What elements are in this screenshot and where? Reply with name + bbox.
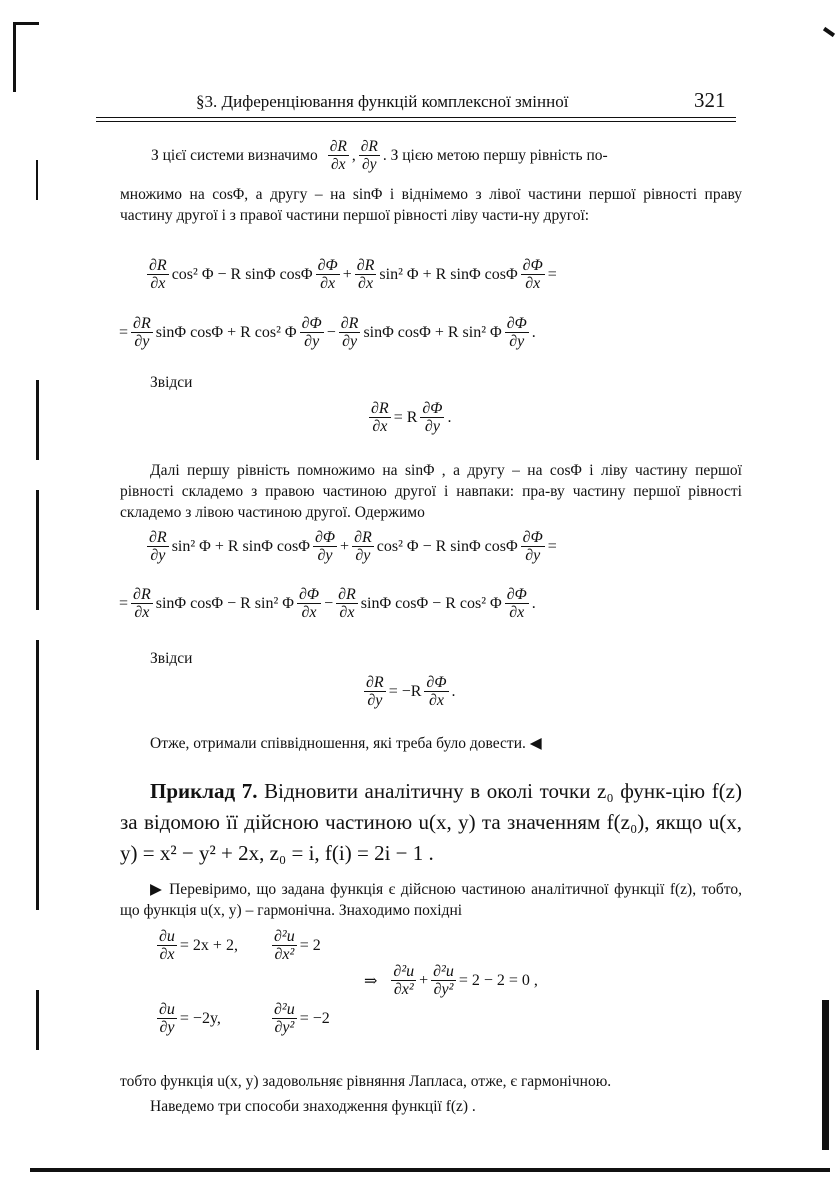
numerator: ∂Φ (314, 529, 336, 546)
numerator: ∂R (338, 586, 356, 603)
fraction (520, 257, 546, 292)
numerator: ∂R (366, 674, 384, 691)
value: = 2x + 2, (179, 936, 238, 954)
term: sin² Φ + R sinΦ cosΦ (379, 265, 518, 283)
operator: = (119, 594, 129, 612)
punctuation: . (447, 408, 452, 426)
punctuation: . (531, 594, 536, 612)
zvidsy-2: Звідси (150, 650, 193, 667)
fraction (351, 529, 375, 564)
numerator: ∂R (149, 529, 167, 546)
fraction (363, 674, 387, 709)
operator: = (547, 265, 557, 283)
operator: = (119, 323, 129, 341)
denominator: ∂y (362, 156, 377, 173)
scan-mark-right (822, 1000, 829, 1150)
term: sinΦ cosΦ + R cos² Φ (155, 323, 297, 341)
numerator: ∂Φ (506, 586, 527, 603)
denominator: ∂y (424, 418, 440, 435)
comma: , (351, 146, 356, 164)
denominator: ∂y (367, 692, 383, 709)
fraction (146, 529, 170, 564)
denominator: ∂y (159, 1019, 175, 1036)
fraction (430, 963, 457, 998)
fraction (299, 315, 325, 350)
value: = −2 (299, 1009, 330, 1027)
conclusion: Отже, отримали співвідношення, які треба було довести. ◀ (150, 735, 542, 752)
numerator: ∂R (133, 586, 151, 603)
fraction (358, 138, 381, 173)
numerator: ∂u (159, 928, 175, 945)
numerator: ∂R (329, 138, 347, 155)
fraction (296, 586, 322, 621)
numerator: ∂R (371, 400, 389, 417)
paragraph-2: Далі першу рівність помножимо на sinΦ , а другу – на cosΦ і ліву частину першої рівності складемо з правою частиною другої і навпаки: пра-ву частину першої рівності складемо з лівою частиною другої. Одержимо (120, 462, 742, 521)
numerator: ∂²u (433, 963, 454, 980)
term: = R (393, 408, 418, 426)
fraction (130, 586, 154, 621)
paragraph-1-start (150, 138, 609, 173)
term: cos² Φ − R sinΦ cosΦ (171, 265, 313, 283)
fraction (271, 1001, 298, 1036)
header-rule (96, 117, 736, 118)
equation-2 (118, 315, 537, 350)
equation-1 (145, 257, 558, 292)
denominator: ∂x (331, 156, 346, 173)
fraction (390, 963, 417, 998)
denominator: ∂y (317, 547, 333, 564)
derivative-uy (155, 1001, 222, 1036)
equation-4 (118, 586, 537, 621)
scan-mark-left (36, 640, 39, 910)
page-number: 321 (694, 88, 726, 112)
operator: − (326, 323, 336, 341)
numerator: ∂Φ (298, 586, 320, 603)
value: = 2 (299, 936, 321, 954)
text: З цієї системи визначимо (151, 146, 318, 164)
fraction (419, 400, 445, 435)
denominator: ∂y (134, 333, 150, 350)
numerator: ∂u (159, 1001, 175, 1018)
scan-mark-left (36, 990, 39, 1050)
numerator: ∂²u (393, 963, 415, 980)
fraction (271, 928, 298, 963)
numerator: ∂Φ (317, 257, 338, 274)
fraction (423, 674, 449, 709)
denominator: ∂y (509, 333, 525, 350)
check-paragraph: ▶ Перевіримо, що задана функція є дійсною частиною аналітичної функції f(z), тобто, що функція u(x, y) – гармонічна. Знаходимо похідні (120, 881, 742, 919)
example-label: Приклад 7. (150, 779, 258, 803)
running-header: §3. Диференціювання функцій комплексної змінної (196, 92, 569, 111)
zvidsy-1: Звідси (150, 374, 193, 391)
header-rule (96, 121, 736, 122)
denominator: ∂y (304, 333, 320, 350)
denominator: ∂x (134, 604, 150, 621)
punctuation: . (451, 682, 456, 700)
numerator: ∂Φ (506, 315, 527, 332)
numerator: ∂R (133, 315, 151, 332)
denominator: ∂x (301, 604, 317, 621)
operator: + (419, 971, 429, 989)
denominator: ∂x (358, 275, 374, 292)
fraction (504, 586, 530, 621)
denominator: ∂x (159, 946, 175, 963)
operator: = (547, 537, 557, 555)
term: sin² Φ + R sinΦ cosΦ (171, 537, 310, 555)
implies-arrow: ⇒ (364, 972, 378, 990)
result-2 (362, 674, 457, 709)
numerator: ∂Φ (422, 400, 443, 417)
three-ways-paragraph: Наведемо три способи знаходження функції f(z) . (150, 1098, 476, 1115)
result-1 (367, 400, 452, 435)
scan-mark-left (36, 160, 38, 200)
fraction (520, 529, 546, 564)
denominator: ∂y² (433, 981, 454, 998)
fraction (315, 257, 341, 292)
fraction (146, 257, 170, 292)
denominator: ∂x² (274, 946, 295, 963)
numerator: ∂R (354, 529, 372, 546)
term: sinΦ cosΦ − R sin² Φ (155, 594, 294, 612)
denominator: ∂x (372, 418, 388, 435)
fraction (368, 400, 392, 435)
scan-mark-right-top (823, 27, 835, 37)
scan-mark-left-top (13, 22, 16, 92)
numerator: ∂R (340, 315, 359, 332)
denominator: ∂y² (274, 1019, 295, 1036)
denominator: ∂y (150, 547, 166, 564)
laplace-paragraph: тобто функція u(x, y) задовольняє рівняння Лапласа, отже, є гармонічною. (120, 1073, 612, 1090)
derivative-uyy (270, 1001, 331, 1036)
fraction (327, 138, 350, 173)
denominator: ∂y (525, 547, 541, 564)
denominator: ∂x (525, 275, 541, 292)
text: . З цією метою першу рівність по- (382, 146, 608, 164)
scan-mark-bottom (30, 1168, 830, 1172)
denominator: ∂x (320, 275, 336, 292)
scan-mark-left (36, 490, 39, 610)
denominator: ∂x (428, 692, 444, 709)
denominator: ∂x (339, 604, 355, 621)
numerator: ∂R (149, 257, 167, 274)
denominator: ∂x² (393, 981, 414, 998)
punctuation: . (531, 323, 536, 341)
fraction (156, 928, 178, 963)
numerator: ∂²u (274, 928, 295, 945)
paragraph-1-rest: множимо на cosΦ, а другу – на sinΦ і віднімемо з лівої частини першої рівності праву частину другої і з правої частини першої рівності ліву части-ну другої: (120, 186, 742, 224)
fraction (354, 257, 378, 292)
numerator: ∂²u (274, 1001, 295, 1018)
scan-mark-left (36, 380, 39, 460)
derivative-ux (155, 928, 239, 963)
operator: + (342, 265, 352, 283)
laplace-equation (363, 963, 539, 998)
denominator: ∂y (342, 333, 358, 350)
fraction (504, 315, 530, 350)
operator: + (340, 537, 350, 555)
numerator: ∂Φ (522, 257, 543, 274)
denominator: ∂y (355, 547, 371, 564)
fraction (156, 1001, 178, 1036)
numerator: ∂Φ (522, 529, 543, 546)
denominator: ∂x (150, 275, 166, 292)
numerator: ∂R (356, 257, 375, 274)
numerator: ∂Φ (301, 315, 322, 332)
fraction (312, 529, 338, 564)
value: = 2 − 2 = 0 , (458, 971, 538, 989)
term: = −R (388, 682, 422, 700)
example-7 (120, 776, 742, 869)
derivative-uxx (270, 928, 322, 963)
scan-mark-corner (13, 22, 39, 25)
value: = −2y, (179, 1009, 221, 1027)
fraction (338, 315, 362, 350)
numerator: ∂Φ (426, 674, 447, 691)
term: sinΦ cosΦ + R sin² Φ (363, 323, 502, 341)
term: sinΦ cosΦ − R cos² Φ (360, 594, 502, 612)
equation-3 (145, 529, 558, 564)
operator: − (324, 594, 334, 612)
numerator: ∂R (360, 138, 378, 155)
fraction (335, 586, 359, 621)
denominator: ∂x (509, 604, 525, 621)
example-text: Відновити аналітичну в околі точки z₀ функ-цію f(z) за відомою її дійсною частиною u(x, y) та значенням f(z₀), якщо u(x, y) = x² − y² + 2x, z₀ = i, f(i) = 2i − 1 . (120, 779, 742, 865)
fraction (130, 315, 154, 350)
term: cos² Φ − R sinΦ cosΦ (376, 537, 518, 555)
